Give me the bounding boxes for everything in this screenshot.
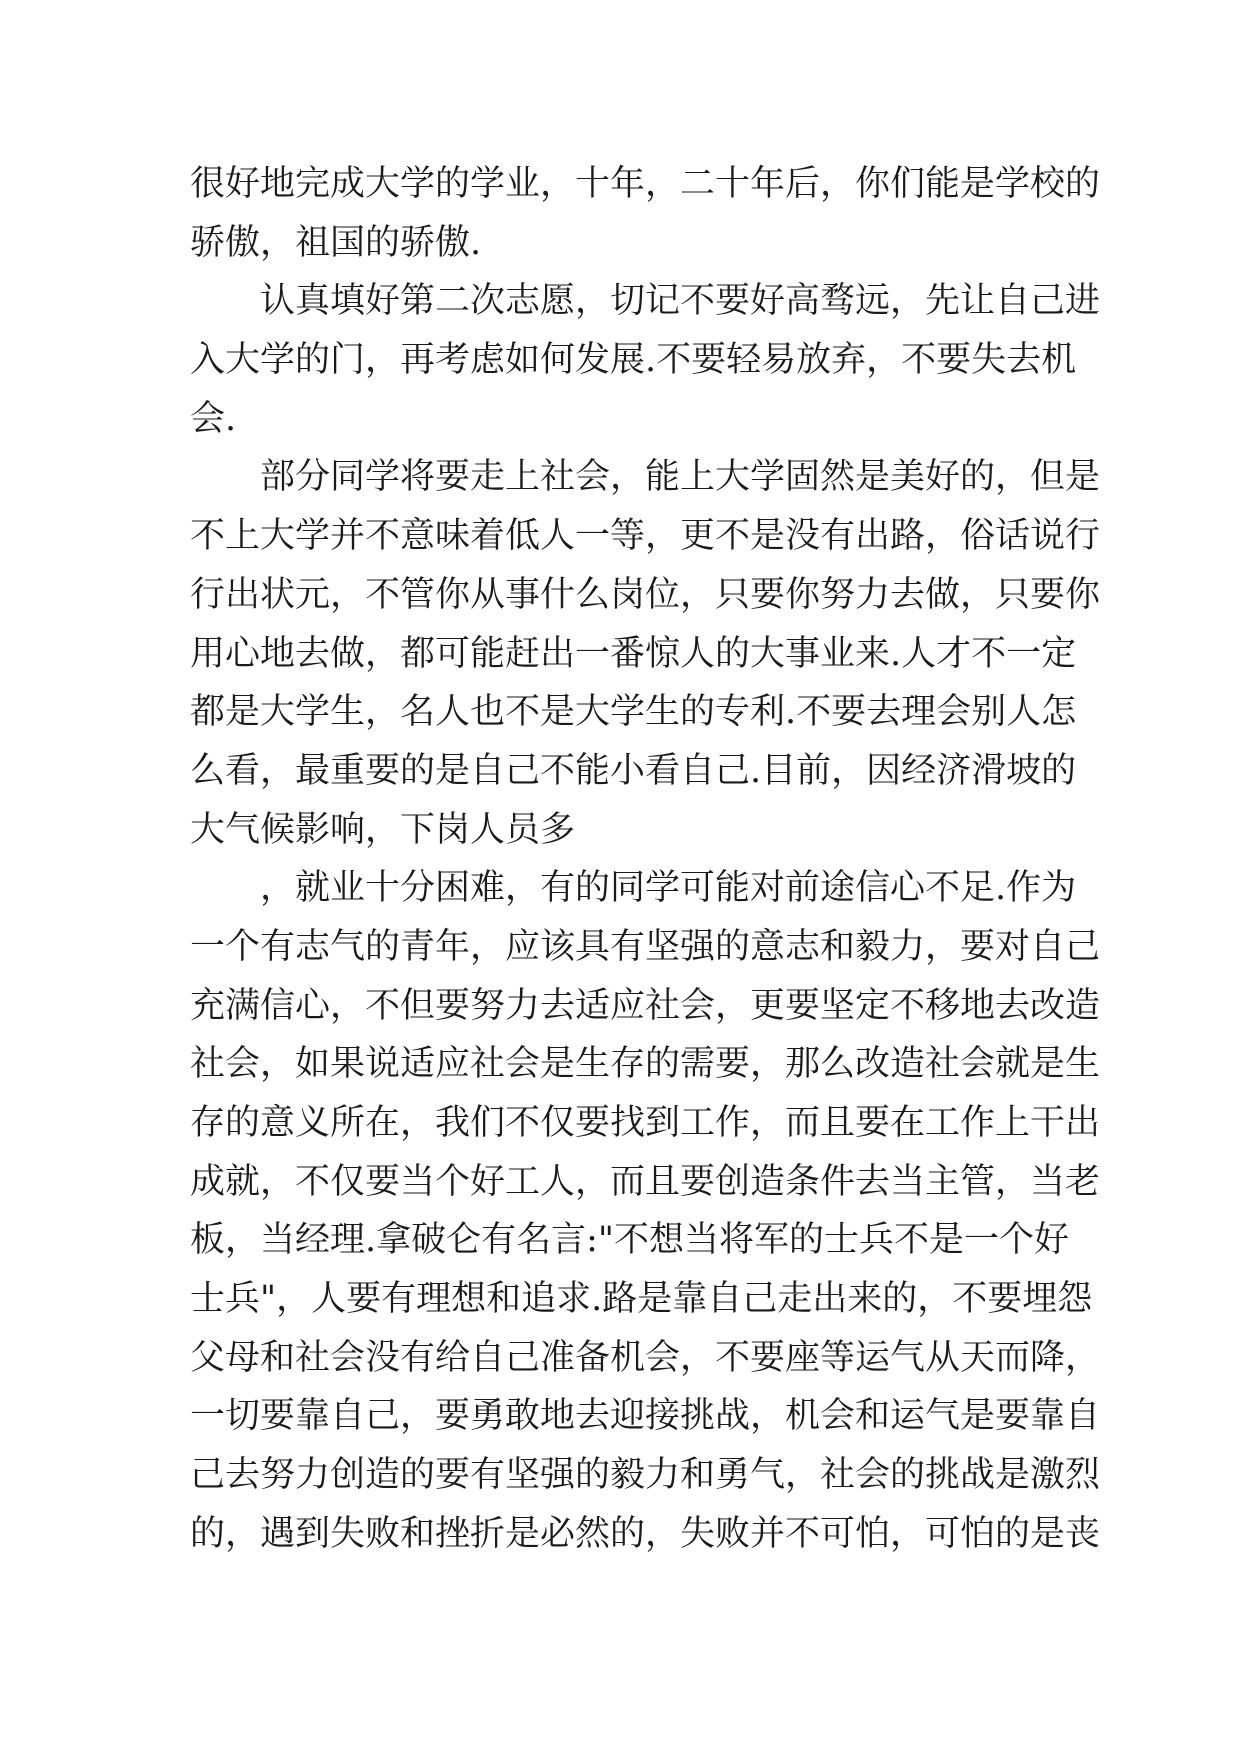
text-line: 士兵"，人要有理想和追求.路是靠自己走出来的，不要埋怨 (190, 1279, 1093, 1320)
text-line: 骄傲，祖国的骄傲. (190, 222, 482, 263)
text-line: 行出状元，不管你从事什么岗位，只要你努力去做，只要你 (190, 574, 1101, 615)
text-line: 入大学的门，再考虑如何发展.不要轻易放弃，不要失去机 (190, 340, 1077, 381)
text-line: 的，遇到失败和挫折是必然的，失败并不可怕，可怕的是丧 (190, 1513, 1101, 1554)
text-line: 很好地完成大学的学业，十年，二十年后，你们能是学校的 (190, 164, 1101, 204)
body-text (190, 155, 1101, 1564)
text-line: 大气候影响，下岗人员多 (190, 809, 576, 850)
text-line: ，就业十分困难，有的同学可能对前途信心不足.作为 (260, 868, 1077, 909)
text-line: 成就，不仅要当个好工人，而且要创造条件去当主管，当老 (190, 1161, 1101, 1202)
text-line: 一个有志气的青年，应该具有坚强的意志和毅力，要对自己 (190, 926, 1101, 967)
text-line: 充满信心，不但要努力去适应社会，更要坚定不移地去改造 (190, 985, 1101, 1026)
text-line: 会. (190, 398, 237, 439)
text-line: 部分同学将要走上社会，能上大学固然是美好的，但是 (260, 457, 1101, 498)
text-line: 认真填好第二次志愿，切记不要好高骛远，先让自己进 (260, 281, 1101, 322)
text-line: 社会，如果说适应社会是生存的需要，那么改造社会就是生 (190, 1044, 1101, 1085)
text-line: 己去努力创造的要有坚强的毅力和勇气，社会的挑战是激烈 (190, 1455, 1101, 1496)
text-line: 板，当经理.拿破仑有名言:"不想当将军的士兵不是一个好 (190, 1220, 1070, 1261)
text-line: 父母和社会没有给自己准备机会，不要座等运气从天而降， (190, 1337, 1101, 1378)
text-line: 不上大学并不意味着低人一等，更不是没有出路，俗话说行 (190, 516, 1101, 557)
text-line: 用心地去做，都可能赶出一番惊人的大事业来.人才不一定 (190, 633, 1077, 674)
text-line: 存的意义所在，我们不仅要找到工作，而且要在工作上干出 (190, 1103, 1101, 1143)
text-line: 都是大学生，名人也不是大学生的专利.不要去理会别人怎 (190, 692, 1077, 733)
text-line: 么看，最重要的是自己不能小看自己.目前，因经济滑坡的 (190, 750, 1077, 791)
text-line: 一切要靠自己，要勇敢地去迎接挑战，机会和运气是要靠自 (190, 1396, 1101, 1437)
